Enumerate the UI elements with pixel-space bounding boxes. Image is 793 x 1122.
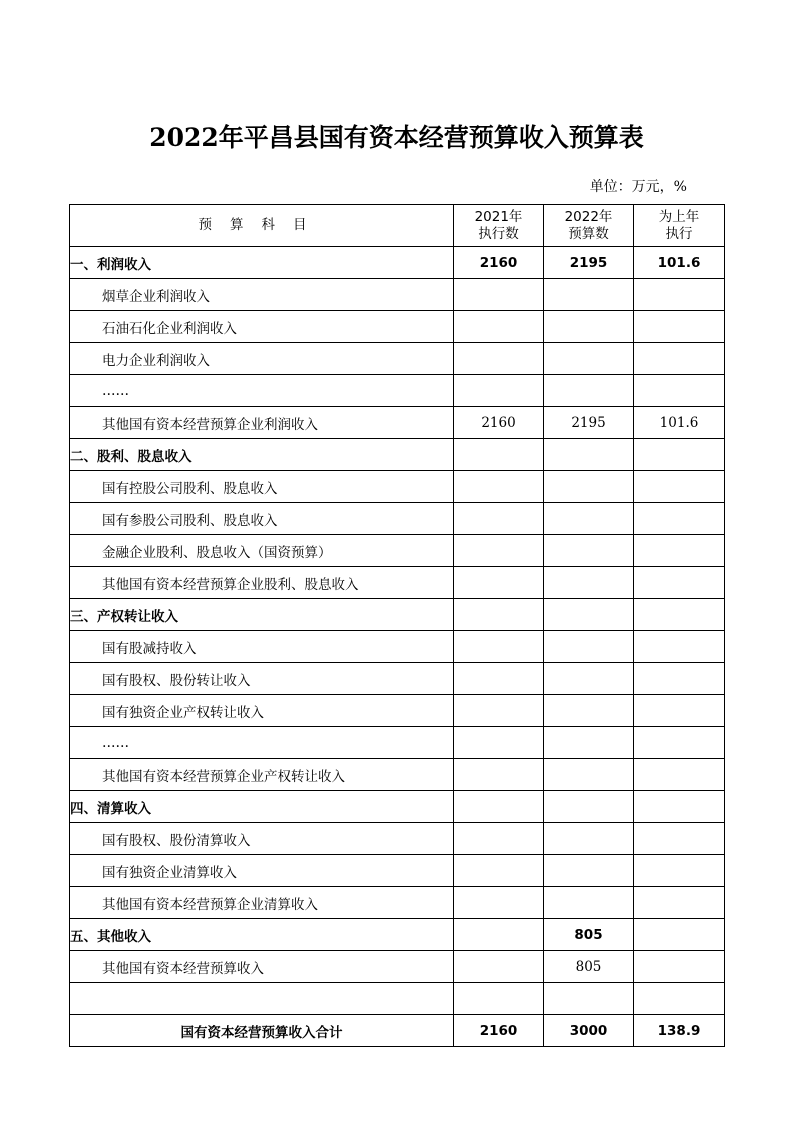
category-row [70,599,725,631]
table-row [70,503,725,535]
row-subject: …… [70,375,454,407]
row-2022-budget [544,375,634,407]
row-subject: 国有参股公司股利、股息收入 [70,503,454,535]
row-subject: 一、利润收入 [70,247,454,279]
row-ratio [634,631,725,663]
table-row [70,759,725,791]
row-2021-executed [454,343,544,375]
row-subject: 其他国有资本经营预算企业产权转让收入 [70,759,454,791]
row-2021-executed [454,567,544,599]
header-2021-line1: 2021年 [474,208,523,225]
row-2021-executed [454,759,544,791]
row-2022-budget [544,599,634,631]
row-subject: 五、其他收入 [70,919,454,951]
row-2022-budget [544,695,634,727]
document-title: 2022年平昌县国有资本经营预算收入预算表 [149,123,644,152]
row-subject: 国有股权、股份清算收入 [70,823,454,855]
row-ratio [634,887,725,919]
table-row [70,951,725,983]
row-ratio [634,503,725,535]
table-row [70,695,725,727]
row-subject: 国有控股公司股利、股息收入 [70,471,454,503]
row-subject: …… [70,727,454,759]
total-row [70,1015,725,1047]
row-subject: 三、产权转让收入 [70,599,454,631]
total-2021: 2160 [454,1015,544,1047]
row-2021-executed [454,791,544,823]
row-ratio [634,535,725,567]
row-2021-executed [454,663,544,695]
row-ratio [634,375,725,407]
table-row [70,567,725,599]
table-row [70,631,725,663]
row-ratio [634,855,725,887]
row-ratio [634,279,725,311]
row-ratio [634,343,725,375]
row-2021-executed [454,919,544,951]
total-label: 国有资本经营预算收入合计 [70,1015,454,1047]
table-row [70,663,725,695]
row-subject: 金融企业股利、股息收入（国资预算） [70,535,454,567]
row-ratio [634,919,725,951]
row-2022-budget [544,791,634,823]
row-ratio: 101.6 [634,247,725,279]
row-ratio [634,599,725,631]
row-ratio [634,663,725,695]
row-subject: 国有股减持收入 [70,631,454,663]
row-2021-executed [454,279,544,311]
table-row [70,983,725,1015]
category-row [70,791,725,823]
row-2021-executed [454,951,544,983]
table-row [70,407,725,439]
header-ratio [634,205,725,247]
row-2021-executed [454,727,544,759]
row-ratio [634,695,725,727]
row-2021-executed: 2160 [454,247,544,279]
row-subject: 电力企业利润收入 [70,343,454,375]
category-row [70,439,725,471]
row-2022-budget [544,887,634,919]
category-row [70,919,725,951]
row-2022-budget [544,823,634,855]
table-row [70,855,725,887]
row-2022-budget [544,567,634,599]
row-2022-budget: 805 [544,919,634,951]
row-2021-executed [454,439,544,471]
row-ratio [634,727,725,759]
row-2021-executed [454,535,544,567]
row-ratio [634,471,725,503]
table-row [70,343,725,375]
row-2021-executed [454,983,544,1015]
row-2021-executed [454,887,544,919]
header-2022-line1: 2022年 [564,208,613,225]
row-2022-budget: 805 [544,951,634,983]
row-2022-budget [544,343,634,375]
row-2022-budget [544,471,634,503]
row-2021-executed: 2160 [454,407,544,439]
row-subject: 其他国有资本经营预算收入 [70,951,454,983]
unit-label: 单位：万元，% [589,179,687,195]
header-ratio-line1: 为上年 [658,208,700,225]
row-subject: 其他国有资本经营预算企业清算收入 [70,887,454,919]
row-2022-budget [544,279,634,311]
row-ratio: 101.6 [634,407,725,439]
header-2022-budget [544,205,634,247]
row-2022-budget [544,631,634,663]
row-2021-executed [454,631,544,663]
row-2022-budget [544,503,634,535]
row-2021-executed [454,695,544,727]
table-row [70,311,725,343]
table-body [70,247,725,1015]
row-2022-budget [544,983,634,1015]
row-subject: 四、清算收入 [70,791,454,823]
row-ratio [634,983,725,1015]
table-row [70,535,725,567]
row-subject: 石油石化企业利润收入 [70,311,454,343]
table-row [70,375,725,407]
row-subject: 其他国有资本经营预算企业股利、股息收入 [70,567,454,599]
row-2022-budget [544,663,634,695]
header-2022-line2: 预算数 [568,225,609,242]
row-2021-executed [454,823,544,855]
row-ratio [634,791,725,823]
row-2021-executed [454,311,544,343]
budget-table [69,204,725,1047]
row-subject: 其他国有资本经营预算企业利润收入 [70,407,454,439]
table-row [70,727,725,759]
row-2021-executed [454,503,544,535]
row-2022-budget [544,855,634,887]
table-header-row [70,205,725,247]
row-subject: 国有股权、股份转让收入 [70,663,454,695]
table-row [70,279,725,311]
header-subject: 预算科目 [70,205,454,247]
row-2022-budget [544,311,634,343]
row-2022-budget [544,759,634,791]
row-2022-budget [544,727,634,759]
row-2022-budget: 2195 [544,247,634,279]
header-2021-executed [454,205,544,247]
table-row [70,887,725,919]
table-row [70,471,725,503]
row-ratio [634,759,725,791]
row-subject: 国有独资企业产权转让收入 [70,695,454,727]
total-2022: 3000 [544,1015,634,1047]
row-ratio [634,567,725,599]
header-ratio-line2: 执行 [665,225,693,242]
row-ratio [634,311,725,343]
row-ratio [634,439,725,471]
row-subject [70,983,454,1015]
row-2022-budget: 2195 [544,407,634,439]
row-2021-executed [454,599,544,631]
row-2021-executed [454,855,544,887]
row-subject: 国有独资企业清算收入 [70,855,454,887]
row-ratio [634,823,725,855]
row-subject: 烟草企业利润收入 [70,279,454,311]
table-row [70,823,725,855]
row-2022-budget [544,439,634,471]
row-2021-executed [454,471,544,503]
row-2021-executed [454,375,544,407]
total-ratio: 138.9 [634,1015,725,1047]
row-subject: 二、股利、股息收入 [70,439,454,471]
header-2021-line2: 执行数 [478,225,519,242]
row-ratio [634,951,725,983]
row-2022-budget [544,535,634,567]
category-row [70,247,725,279]
